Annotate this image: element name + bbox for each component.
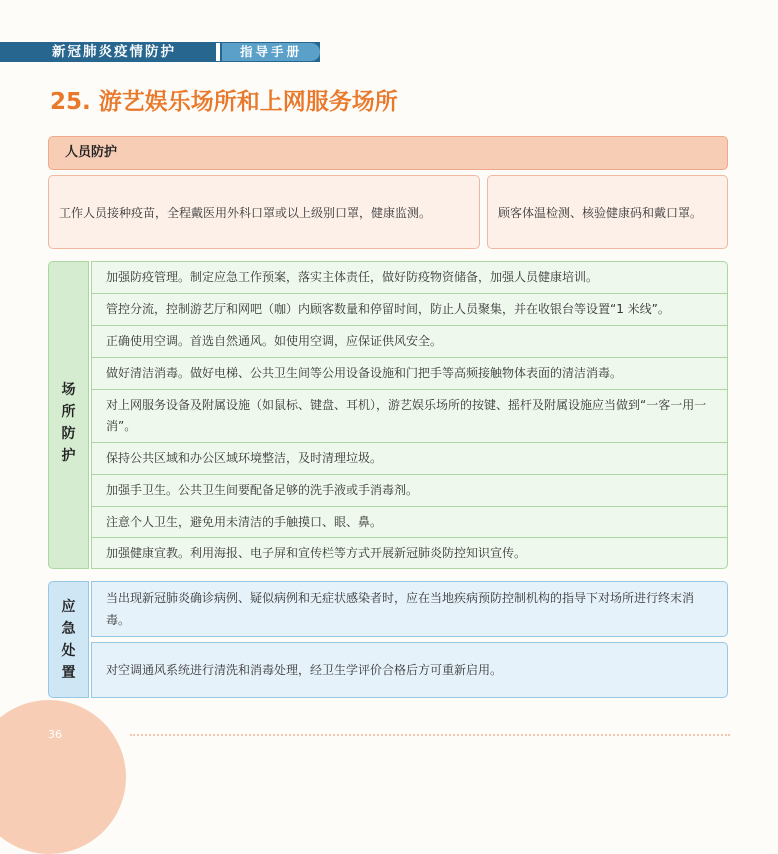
venue-row: 加强手卫生。公共卫生间要配备足够的洗手液或手消毒剂。 bbox=[92, 475, 727, 507]
venue-row: 加强健康宣教。利用海报、电子屏和宣传栏等方式开展新冠肺炎防控知识宣传。 bbox=[106, 545, 527, 560]
venue-label-char: 场 bbox=[61, 382, 76, 398]
venue-row: 对上网服务设备及附属设施（如鼠标、键盘、耳机），游艺娱乐场所的按键、摇杆及附属设施应当做到“一客一用一消”。 bbox=[92, 390, 727, 443]
personnel-item-text: 工作人员接种疫苗，全程戴医用外科口罩或以上级别口罩，健康监测。 bbox=[59, 205, 432, 220]
emergency-item-text: 当出现新冠肺炎确诊病例、疑似病例和无症状感染者时，应在当地疾病预防控制机构的指导下对场所进行终末消毒。 bbox=[106, 591, 695, 627]
venue-row: 做好清洁消毒。做好电梯、公共卫生间等公用设备设施和门把手等高频接触物体表面的清洁消毒。 bbox=[92, 358, 727, 390]
emergency-label bbox=[48, 581, 89, 698]
venue-row: 注意个人卫生，避免用未清洁的手触摸口、眼、鼻。 bbox=[92, 507, 727, 538]
venue-row: 管控分流，控制游艺厅和网吧（咖）内顾客数量和停留时间，防止人员聚集，并在收银台等设置“1 米线”。 bbox=[92, 294, 727, 326]
header-title: 新冠肺炎疫情防护 bbox=[52, 44, 176, 60]
emergency-label-char: 处 bbox=[61, 643, 76, 659]
page-number: 36 bbox=[48, 728, 62, 741]
personnel-heading: 人员防护 bbox=[48, 136, 728, 170]
page-number-circle bbox=[0, 700, 126, 854]
header-subtitle: 指导手册 bbox=[222, 43, 320, 61]
header-separator bbox=[216, 43, 220, 61]
emergency-item bbox=[91, 642, 728, 698]
personnel-item-staff bbox=[48, 175, 480, 249]
venue-row: 正确使用空调。首选自然通风。如使用空调，应保证供风安全。 bbox=[92, 326, 727, 358]
emergency-label-char: 应 bbox=[61, 599, 76, 615]
venue-protection-list bbox=[91, 261, 728, 569]
footer-dotted-line bbox=[130, 734, 730, 736]
emergency-label-char: 急 bbox=[61, 621, 76, 637]
venue-label-char: 防 bbox=[61, 426, 76, 442]
venue-protection-label bbox=[48, 261, 89, 569]
emergency-item-text: 对空调通风系统进行清洗和消毒处理，经卫生学评价合格后方可重新启用。 bbox=[106, 663, 503, 677]
page-title: 25. 游艺娱乐场所和上网服务场所 bbox=[50, 89, 398, 115]
emergency-label-char: 置 bbox=[61, 665, 76, 681]
personnel-item-text: 顾客体温检测、核验健康码和戴口罩。 bbox=[498, 205, 703, 220]
venue-row: 保持公共区域和办公区域环境整洁，及时清理垃圾。 bbox=[92, 443, 727, 475]
emergency-item bbox=[91, 581, 728, 637]
personnel-item-customer bbox=[487, 175, 728, 249]
venue-row: 加强防疫管理。制定应急工作预案，落实主体责任，做好防疫物资储备，加强人员健康培训。 bbox=[92, 262, 727, 294]
venue-label-char: 护 bbox=[61, 448, 76, 464]
venue-label-char: 所 bbox=[61, 404, 76, 420]
